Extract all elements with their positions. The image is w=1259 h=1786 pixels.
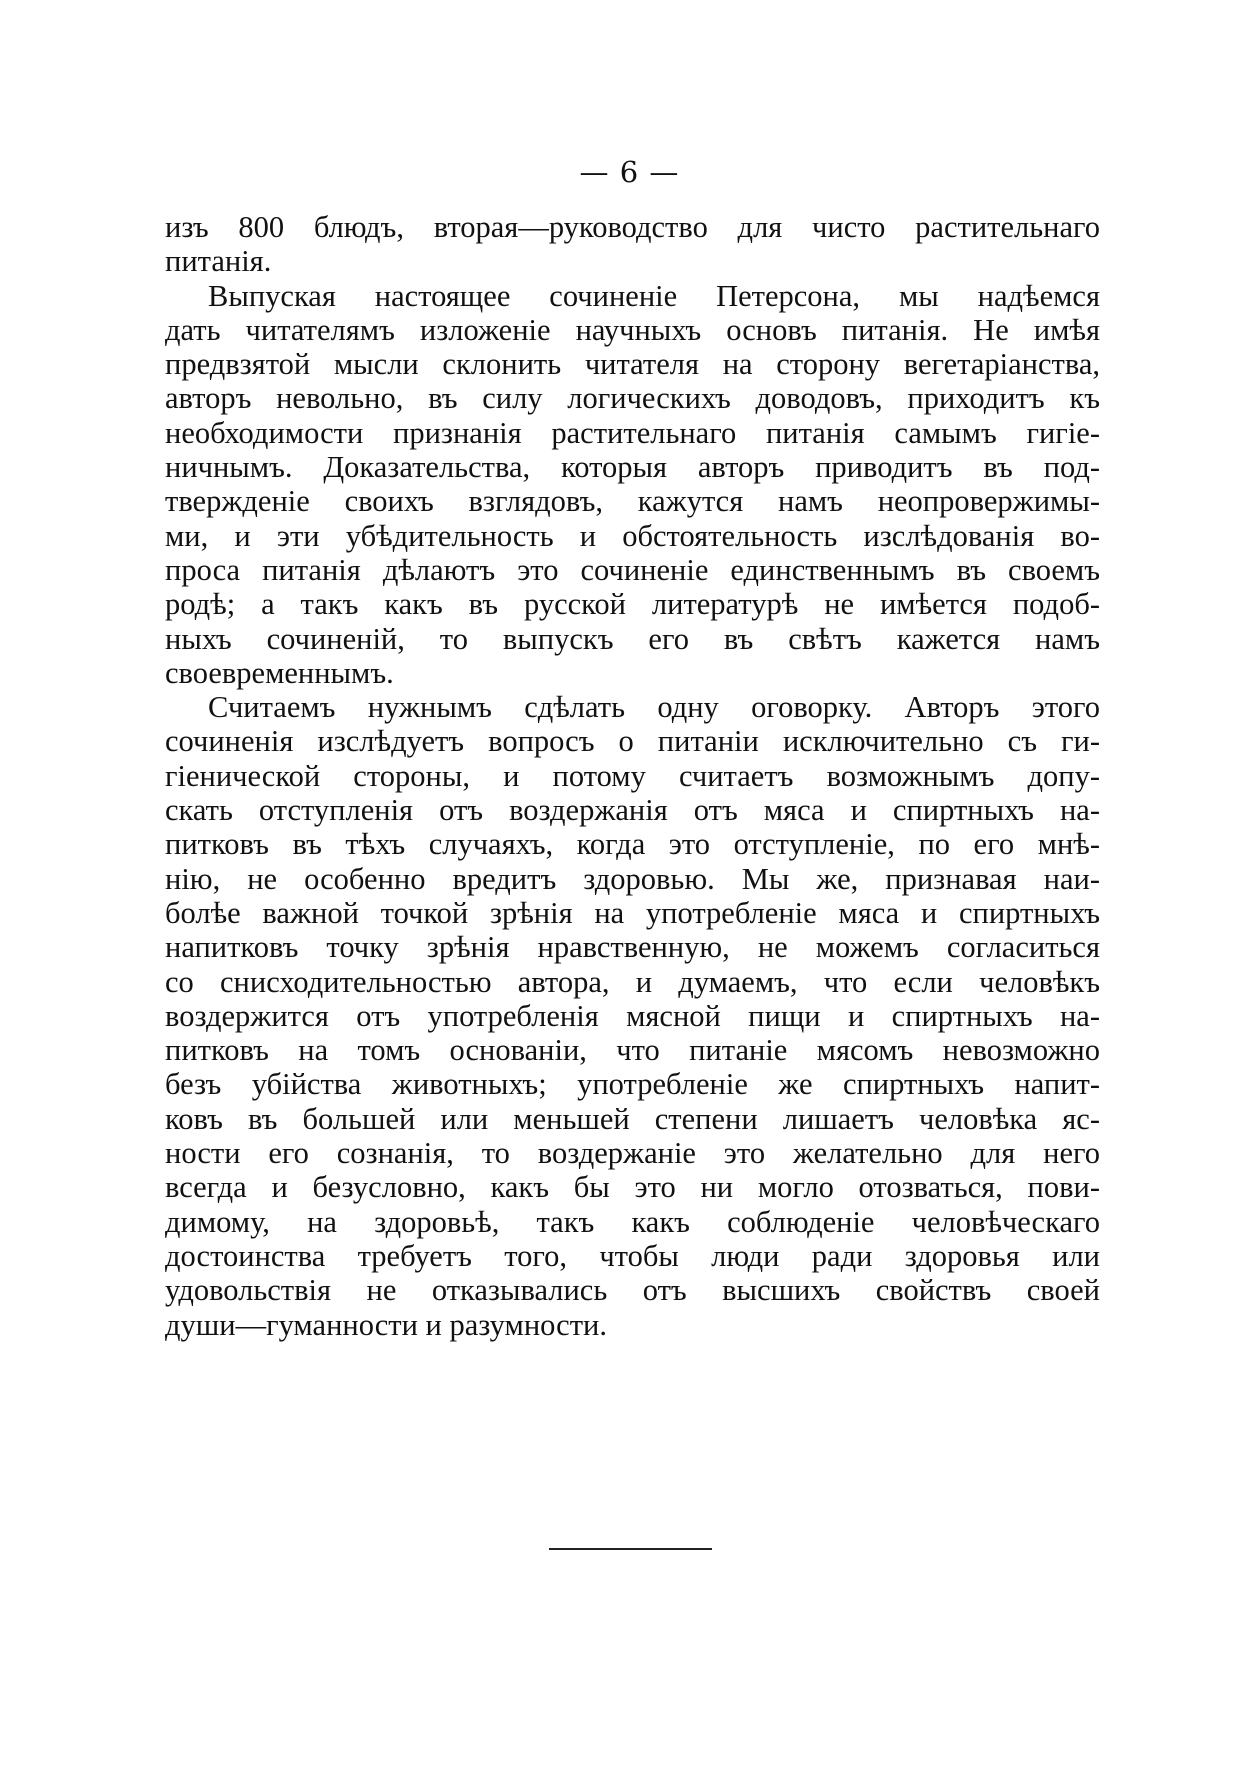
text-line: своевременнымъ.	[165, 655, 394, 690]
text-line: авторъ невольно, въ силу логическихъ доводовъ, приходитъ къ	[165, 381, 1100, 416]
text-line: твержденіе своихъ взглядовъ, кажутся намъ неопровержимы-	[165, 484, 1100, 519]
end-rule	[549, 1548, 712, 1550]
text-line: ми, и эти убѣдительность и обстоятельность изслѣдованія во-	[165, 518, 1100, 553]
text-line: изъ 800 блюдъ, вторая—руководство для чисто растительнаго	[165, 210, 1100, 244]
text-line: дать читателямъ изложеніе научныхъ основъ питанія. Не имѣя	[165, 312, 1100, 347]
text-line: Считаемъ нужнымъ сдѣлать одну оговорку. Авторъ этого	[208, 690, 1100, 725]
text-line: нію, не особенно вредитъ здоровью. Мы же, признавая наи-	[165, 861, 1100, 896]
paragraph-1	[165, 210, 1100, 279]
text-line: всегда и безусловно, какъ бы это ни могло отозваться, пови-	[165, 1170, 1100, 1205]
paragraph-3	[165, 690, 1100, 1342]
text-line: души—гуманности и разумности.	[165, 1307, 607, 1342]
text-line: Выпуская настоящее сочиненіе Петерсона, мы надѣемся	[208, 278, 1100, 313]
text-line: ковъ въ большей или меньшей степени лишаетъ человѣка яс-	[165, 1101, 1100, 1136]
text-line: удовольствія не отказывались отъ высшихъ свойствъ своей	[165, 1273, 1100, 1308]
text-line: предвзятой мысли склонить читателя на сторону вегетаріанства,	[165, 347, 1100, 382]
text-line: болѣе важной точкой зрѣнія на употребленіе мяса и спиртныхъ	[165, 895, 1100, 930]
text-line: питковъ въ тѣхъ случаяхъ, когда это отступленіе, по его мнѣ-	[165, 827, 1100, 862]
text-line: сочиненія изслѣдуетъ вопросъ о питаніи исключительно съ ги-	[165, 724, 1100, 759]
text-line: гіенической стороны, и потому считаетъ возможнымъ допу-	[165, 758, 1100, 793]
text-line: достоинства требуетъ того, чтобы люди ради здоровья или	[165, 1238, 1100, 1273]
text-line: питковъ на томъ основаніи, что питаніе мясомъ невозможно	[165, 1033, 1100, 1068]
text-line: родѣ; а такъ какъ въ русской литературѣ не имѣется подоб-	[165, 587, 1100, 622]
page-number: — 6 —	[579, 155, 680, 189]
text-line: ныхъ сочиненій, то выпускъ его въ свѣтъ кажется намъ	[165, 621, 1100, 656]
text-line: безъ убійства животныхъ; употребленіе же спиртныхъ напит-	[165, 1067, 1100, 1102]
text-line: питанія.	[165, 244, 272, 279]
text-line: необходимости признанія растительнаго питанія самымъ гигіе-	[165, 415, 1100, 450]
body-text	[165, 210, 1100, 1342]
text-line: напитковъ точку зрѣнія нравственную, не можемъ согласиться	[165, 930, 1100, 965]
text-line: димому, на здоровьѣ, такъ какъ соблюденіе человѣческаго	[165, 1204, 1100, 1239]
text-line: скать отступленія отъ воздержанія отъ мяса и спиртныхъ на-	[165, 793, 1100, 828]
paragraph-2	[165, 279, 1100, 691]
text-line: воздержится отъ употребленія мясной пищи и спиртныхъ на-	[165, 998, 1100, 1033]
text-line: проса питанія дѣлаютъ это сочиненіе единственнымъ въ своемъ	[165, 552, 1100, 587]
text-line: со снисходительностью автора, и думаемъ, что если человѣкъ	[165, 964, 1100, 999]
text-line: ности его сознанія, то воздержаніе это желательно для него	[165, 1136, 1100, 1171]
text-line: ничнымъ. Доказательства, которыя авторъ приводитъ въ под-	[165, 450, 1100, 485]
